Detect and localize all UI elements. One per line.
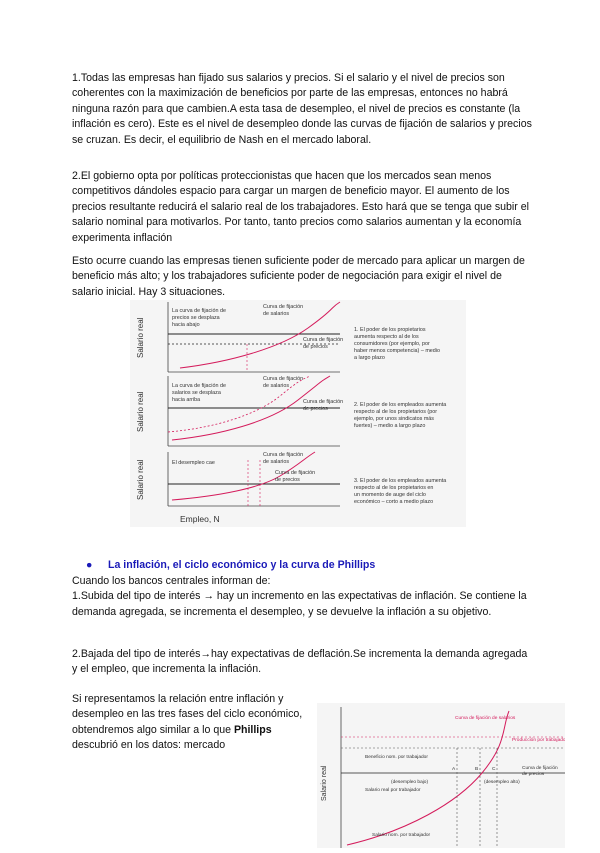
fig2-point-a: A [452,767,456,772]
panel2-y-label: Salario real [136,391,145,432]
fig2-wage-curve-label: Curva de fijación de salarios [455,716,516,721]
phillips-name: Phillips [233,723,272,736]
panel3-wage-label-1: Curva de fijación [263,452,304,458]
wage-price-setting-figure [130,300,466,527]
bullet-dot: ● [86,559,93,571]
paragraph-protectionism: 2.El gobierno opta por políticas proteccionistas que hacen que los mercados sean menos competitivos dándoles espacio para cargar un margen de beneficio mayor. El aumento de los precios resultante reducirá el salario real de los trabajadores. Esto hará que se tenga que subir el salario nominal para motivarlos. Por tanto, tanto precios como salarios aumentan y la economía experimenta inflación [72,170,529,244]
panel2-note-4: fuertes) – medio a largo plazo [354,423,426,429]
fig2-point-c: C [492,767,496,772]
wage-price-setting-chart [130,300,466,527]
phillips-text-after: descubrió en los datos: mercado [72,739,226,752]
panel1-price-curve-label-2: de precios [303,344,328,350]
panel2-price-label-3: hacia arriba [172,397,201,403]
panel2-wage-label-2: de salarios [263,383,290,389]
panel1-note-5: a largo plazo [354,355,385,361]
fig2-y-label: Salario real [321,765,328,801]
fig2-unemp-high: (desempleo alto) [484,780,520,785]
panel1-note-4: haber menos competencia) – medio [354,348,440,354]
fig2-price-curve-label-1: Curva de fijación [522,766,558,771]
fig2-point-b: B [475,767,479,772]
panel1-wage-label-1: Curva de fijación [263,304,304,310]
panel1-y-label: Salario real [136,317,145,358]
panel3-y-label: Salario real [136,459,145,500]
labor-market-chart [317,703,565,848]
fig2-wage-curve [347,711,509,845]
panel2-price-curve-label-1: Curva de fijación [303,399,344,405]
panel2-wage-label-1: Curva de fijación [263,376,304,382]
fig2-benefit-label: Beneficio nom. por trabajador [365,755,428,760]
paragraph-three-situations: Esto ocurre cuando las empresas tienen suficiente poder de mercado para aplicar un margen de beneficio más alto; y los trabajadores suficiente poder de negociación para exigir el nivel de salario inicial. Hay 3 situaciones. [72,255,525,298]
panel1-price-label-3: hacia abajo [172,322,200,328]
fig2-price-curve-label-2: de precios [522,772,545,777]
paragraph-interest-rise: Cuando los bancos centrales informan de: 1.Subida del tipo de interés → hay un incremento en las expectativas de inflación. Se contiene la demanda agregada, se incrementa el desempleo, y se devuelve la inflación a su objetivo. [72,575,527,618]
panel3-note-3: un momento de auge del ciclo [354,492,426,498]
panel1-note-1: 1. El poder de los propietarios [354,327,426,333]
panel3-note-1: 3. El poder de los empleados aumenta [354,478,447,484]
panel3-price-curve-label-2: de precios [275,477,300,483]
panel2-price-label-1: La curva de fijación de [172,383,226,389]
paragraph-phillips [72,692,317,754]
panel1-price-curve-label-1: Curva de fijación [303,337,344,343]
panel3-label: El desempleo cae [172,460,215,466]
panel1-wage-label-2: de salarios [263,311,290,317]
panel2-price-curve-label-2: de precios [303,406,328,412]
panel3-price-curve-label-1: Curva de fijación [275,470,316,476]
panel3-wage-label-2: de salarios [263,459,290,465]
fig2-unemp-low: (desempleo bajo) [391,780,429,785]
panel1-price-label-1: La curva de fijación de [172,308,226,314]
fig2-real-wage-label: Salario real por trabajador [365,788,421,793]
panel2-note-3: ejemplo, por unos sindicatos más [354,416,435,422]
fig2-productivity-label: Producción por trabajador [512,738,565,743]
panel1-note-3: consumidores (por ejemplo, por [354,341,430,347]
phillips-text-before: Si representamos la relación entre inflación y desempleo en las tres fases del ciclo económico, obtendremos algo similar a lo que [72,693,303,736]
panel3-note-4: económico – corto a medio plazo [354,499,434,505]
panel1-note-2: aumenta respecto al de los [354,334,419,340]
fig2-wage-bottom-label: Salario nom. por trabajador [372,833,431,838]
x-axis-label: Empleo, N [180,514,220,524]
labor-market-figure [317,703,565,848]
section-heading-text: La inflación, el ciclo económico y la curva de Phillips [108,559,376,571]
panel2-note-1: 2. El poder de los empleados aumenta [354,402,447,408]
panel3-note-2: respecto al de los propietarios en [354,485,434,491]
paragraph-interest-fall: 2.Bajada del tipo de interés→hay expectativas de deflación.Se incrementa la demanda agregada y el empleo, que incrementa la inflación. [72,648,528,676]
panel1-price-label-2: precios se desplaza [172,315,220,321]
paragraph-equilibrium: 1.Todas las empresas han fijado sus salarios y precios. Si el salario y el nivel de precios son coherentes con la maximización de beneficios por parte de las empresas, entonces no habrá ninguna razón para que cambien.A esta tasa de desempleo, el nivel de precios es constante (la inflación es cero). Este es el nivel de desempleo donde las curvas de fijación de salarios y precios se cruzan. Es decir, el equilibrio de Nash en el mercado laboral. [72,72,532,146]
panel2-note-2: respecto al de los propietarios (por [354,409,437,415]
panel2-price-label-2: salarios se desplaza [172,390,221,396]
